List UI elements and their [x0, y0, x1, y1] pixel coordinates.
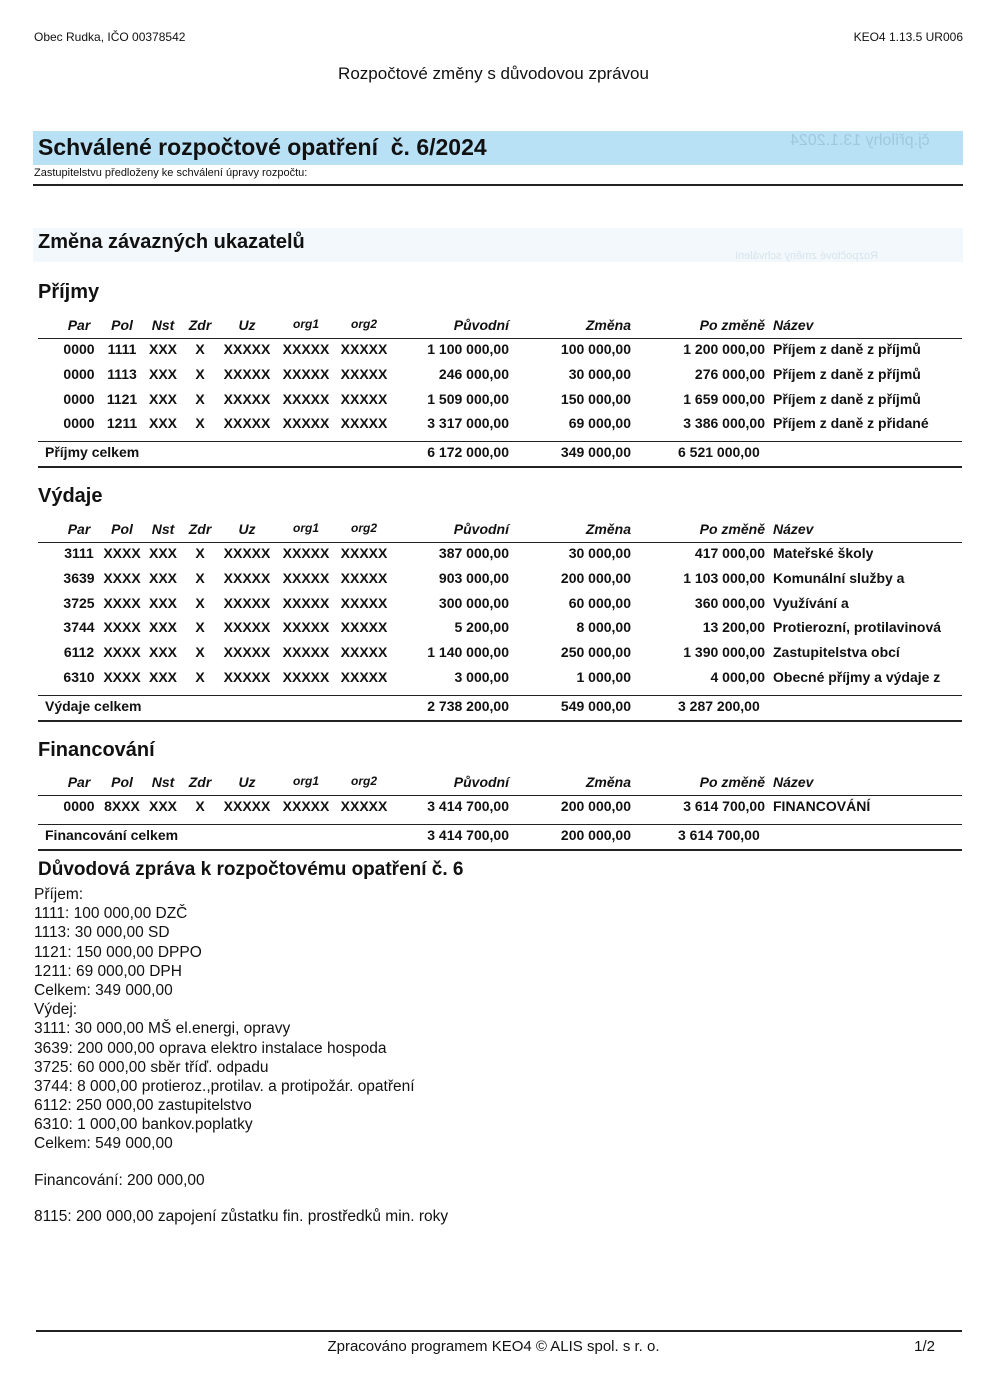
- vydaje-row-2-org1: XXXXX: [282, 594, 330, 611]
- prijmy-row-0-uz: XXXXX: [223, 341, 271, 357]
- col-header-po_zmene: Po změně: [699, 774, 765, 790]
- vydaje-row-1-par: 3639: [63, 569, 95, 586]
- vydaje-row-2-zdr: X: [195, 594, 205, 611]
- vydaje-row-5-org1: XXXXX: [282, 669, 330, 685]
- col-header-nst: Nst: [151, 521, 175, 537]
- vydaje-row-4-org1: XXXXX: [282, 644, 330, 661]
- explanation-line: 1113: 30 000,00 SD: [34, 924, 170, 942]
- financovani-total-label: Financování celkem: [45, 826, 179, 843]
- prijmy-row-0-nazev: Příjem z daně z příjmů: [773, 341, 921, 357]
- prijmy-row-1-nst: XXX: [148, 365, 177, 382]
- vydaje-row-5-org2: XXXXX: [340, 669, 388, 685]
- vydaje-row-5-nst: XXX: [148, 669, 177, 685]
- vydaje-row-1-pol: XXXX: [103, 569, 141, 586]
- col-header-zmena: Změna: [585, 317, 631, 333]
- prijmy-row-0-pol: 1111: [107, 341, 137, 357]
- vydaje-row-2-po_zmene: 360 000,00: [694, 594, 765, 611]
- prijmy-total-rule: [38, 441, 962, 442]
- prijmy-row-1-puvodni: 246 000,00: [438, 365, 509, 382]
- prijmy-row-2-par: 0000: [63, 390, 95, 407]
- vydaje-row-3-pol: XXXX: [103, 619, 141, 636]
- col-header-org1: org1: [292, 317, 319, 331]
- vydaje-row-4-puvodni: 1 140 000,00: [427, 644, 509, 661]
- col-header-nazev: Název: [773, 774, 814, 790]
- explanation-line: Celkem: 549 000,00: [34, 1135, 173, 1153]
- vydaje-row-1-nst: XXX: [148, 569, 177, 586]
- explanation-line: 1111: 100 000,00 DZČ: [34, 905, 188, 923]
- col-header-pol: Pol: [111, 317, 133, 333]
- prijmy-row-3-zdr: X: [195, 415, 205, 432]
- vydaje-total-rule: [38, 695, 962, 696]
- explanation-line: 6310: 1 000,00 bankov.poplatky: [34, 1116, 253, 1134]
- prijmy-row-3-po_zmene: 3 386 000,00: [683, 415, 765, 432]
- prijmy-row-3-zmena: 69 000,00: [568, 415, 631, 432]
- explanation-line: 6112: 250 000,00 zastupitelstvo: [34, 1097, 252, 1115]
- vydaje-row-2-org2: XXXXX: [340, 594, 388, 611]
- subtitle: Zastupitelstvu předloženy ke schválení úpravy rozpočtu:: [34, 167, 308, 179]
- prijmy-row-3-org2: XXXXX: [340, 415, 388, 432]
- vydaje-row-3-uz: XXXXX: [223, 619, 271, 636]
- prijmy-row-1-pol: 1113: [107, 365, 137, 382]
- prijmy-row-2-po_zmene: 1 659 000,00: [683, 390, 765, 407]
- explanation-line: 8115: 200 000,00 zapojení zůstatku fin. prostředků min. roky: [34, 1207, 449, 1225]
- vydaje-row-1-po_zmene: 1 103 000,00: [683, 569, 765, 586]
- prijmy-row-0-par: 0000: [63, 341, 95, 357]
- show-through-text: čj.přílohy 13.1.2024: [790, 132, 930, 149]
- explanation-line: Příjem:: [34, 886, 84, 903]
- explanation-line: 3744: 8 000,00 protieroz.,protilav. a protipožár. opatření: [34, 1077, 415, 1095]
- col-header-puvodni: Původní: [453, 317, 509, 333]
- explanation-line: 3111: 30 000,00 MŠ el.energi, opravy: [34, 1020, 291, 1038]
- vydaje-end-rule: [38, 720, 962, 722]
- vydaje-row-0-po_zmene: 417 000,00: [694, 545, 765, 561]
- vydaje-row-2-uz: XXXXX: [223, 594, 271, 611]
- prijmy-row-3-nst: XXX: [148, 415, 177, 432]
- page-number: 1/2: [914, 1338, 935, 1355]
- prijmy-row-1-nazev: Příjem z daně z příjmů: [773, 365, 921, 382]
- document-title: Rozpočtové změny s důvodovou zprávou: [338, 64, 649, 83]
- explanation-text: [34, 885, 448, 1226]
- vydaje-row-0-org1: XXXXX: [282, 545, 330, 561]
- vydaje-title: Výdaje: [38, 485, 103, 507]
- vydaje-row-0-uz: XXXXX: [223, 545, 271, 561]
- vydaje-row-2-par: 3725: [63, 594, 95, 611]
- prijmy-row-3-org1: XXXXX: [282, 415, 330, 432]
- financovani-row-0-po_zmene: 3 614 700,00: [683, 798, 765, 814]
- col-header-nazev: Název: [773, 521, 814, 537]
- prijmy-row-0-puvodni: 1 100 000,00: [427, 341, 509, 357]
- col-header-pol: Pol: [111, 774, 133, 790]
- main-title: Schválené rozpočtové opatření č. 6/2024: [38, 134, 487, 160]
- vydaje-row-3-org2: XXXXX: [340, 619, 388, 636]
- vydaje-row-4-po_zmene: 1 390 000,00: [683, 644, 765, 661]
- prijmy-row-2-uz: XXXXX: [223, 390, 271, 407]
- explanation-line: [34, 1154, 448, 1171]
- vydaje-row-5-zdr: X: [195, 669, 205, 685]
- col-header-zdr: Zdr: [188, 317, 212, 333]
- prijmy-row-2-pol: 1121: [106, 390, 138, 407]
- prijmy-row-1-par: 0000: [63, 365, 95, 382]
- prijmy-row-3-uz: XXXXX: [223, 415, 271, 432]
- prijmy-row-2-nst: XXX: [148, 390, 177, 407]
- vydaje-row-1-org2: XXXXX: [340, 569, 388, 586]
- vydaje-row-1-zmena: 200 000,00: [560, 569, 631, 586]
- prijmy-row-1-uz: XXXXX: [223, 365, 271, 382]
- financovani-title: Financování: [38, 739, 155, 761]
- financovani-end-rule: [38, 849, 962, 851]
- prijmy-total-po_zmene: 6 521 000,00: [678, 444, 760, 461]
- vydaje-row-3-nazev: Protierozní, protilavinová: [773, 619, 942, 636]
- financovani-row-0-org2: XXXXX: [340, 798, 388, 814]
- vydaje-row-0-nst: XXX: [148, 545, 177, 561]
- col-header-zdr: Zdr: [188, 774, 212, 790]
- vydaje-row-3-po_zmene: 13 200,00: [702, 619, 765, 636]
- financovani-total-zmena: 200 000,00: [560, 826, 631, 843]
- prijmy-total-zmena: 349 000,00: [560, 444, 631, 461]
- col-header-pol: Pol: [111, 521, 133, 537]
- prijmy-row-3-puvodni: 3 317 000,00: [427, 415, 509, 432]
- vydaje-total-label: Výdaje celkem: [45, 697, 142, 714]
- vydaje-row-5-po_zmene: 4 000,00: [710, 669, 765, 685]
- financovani-row-0-nazev: FINANCOVÁNÍ: [773, 798, 871, 814]
- col-header-uz: Uz: [238, 317, 256, 333]
- prijmy-row-0-nst: XXX: [148, 341, 177, 357]
- prijmy-row-2-puvodni: 1 509 000,00: [427, 390, 509, 407]
- col-header-par: Par: [67, 774, 91, 790]
- col-header-zmena: Změna: [585, 521, 631, 537]
- vydaje-row-2-nazev: Využívání a: [773, 594, 849, 611]
- footer-rule: [36, 1330, 962, 1332]
- header-municipality: Obec Rudka, IČO 00378542: [34, 30, 186, 44]
- vydaje-row-0-par: 3111: [64, 545, 94, 561]
- explanation-line: 3639: 200 000,00 oprava elektro instalace hospoda: [34, 1039, 387, 1057]
- vydaje-row-4-uz: XXXXX: [223, 644, 271, 661]
- prijmy-row-1-org1: XXXXX: [282, 365, 330, 382]
- vydaje-row-1-nazev: Komunální služby a: [773, 569, 905, 586]
- col-header-uz: Uz: [238, 774, 256, 790]
- prijmy-total-label: Příjmy celkem: [45, 444, 140, 461]
- vydaje-row-4-zmena: 250 000,00: [560, 644, 631, 661]
- vydaje-header-rule: [38, 542, 962, 543]
- vydaje-row-2-pol: XXXX: [103, 594, 141, 611]
- prijmy-row-2-zmena: 150 000,00: [560, 390, 631, 407]
- col-header-org2: org2: [350, 521, 377, 535]
- financovani-header-rule: [38, 795, 962, 796]
- vydaje-row-0-org2: XXXXX: [340, 545, 388, 561]
- explanation-title: Důvodová zpráva k rozpočtovému opatření č. 6: [38, 859, 464, 880]
- vydaje-row-5-nazev: Obecné příjmy a výdaje z: [773, 669, 941, 685]
- vydaje-row-4-pol: XXXX: [103, 644, 141, 661]
- prijmy-row-0-po_zmene: 1 200 000,00: [683, 341, 765, 357]
- prijmy-header-rule: [38, 338, 962, 339]
- vydaje-row-2-nst: XXX: [148, 594, 177, 611]
- prijmy-row-3-par: 0000: [63, 415, 95, 432]
- financovani-total-rule: [38, 824, 962, 825]
- footer-text: Zpracováno programem KEO4 © ALIS spol. s r. o.: [327, 1338, 660, 1355]
- financovani-total-puvodni: 3 414 700,00: [427, 826, 509, 843]
- col-header-nst: Nst: [151, 774, 175, 790]
- explanation-line: 3725: 60 000,00 sběr tříď. odpadu: [34, 1058, 269, 1076]
- col-header-par: Par: [67, 317, 91, 333]
- prijmy-row-2-zdr: X: [195, 390, 205, 407]
- vydaje-row-1-puvodni: 903 000,00: [438, 569, 509, 586]
- prijmy-end-rule: [38, 466, 962, 468]
- col-header-puvodni: Původní: [453, 521, 509, 537]
- vydaje-row-0-puvodni: 387 000,00: [438, 545, 509, 561]
- col-header-po_zmene: Po změně: [699, 317, 765, 333]
- prijmy-row-0-org2: XXXXX: [340, 341, 388, 357]
- prijmy-row-0-zmena: 100 000,00: [560, 341, 631, 357]
- financovani-row-0-puvodni: 3 414 700,00: [427, 798, 509, 814]
- prijmy-title: Příjmy: [38, 281, 100, 303]
- prijmy-row-2-org2: XXXXX: [340, 390, 388, 407]
- explanation-line: Financování: 200 000,00: [34, 1171, 205, 1189]
- vydaje-total-po_zmene: 3 287 200,00: [678, 697, 760, 714]
- section-title: Změna závazných ukazatelů: [38, 231, 305, 253]
- vydaje-row-5-pol: XXXX: [103, 669, 141, 685]
- col-header-org2: org2: [350, 774, 377, 788]
- prijmy-row-0-org1: XXXXX: [282, 341, 330, 357]
- vydaje-row-2-puvodni: 300 000,00: [438, 594, 509, 611]
- vydaje-row-0-nazev: Mateřské školy: [773, 545, 874, 561]
- vydaje-row-4-nst: XXX: [148, 644, 177, 661]
- vydaje-row-3-zdr: X: [195, 619, 205, 636]
- prijmy-row-1-po_zmene: 276 000,00: [694, 365, 765, 382]
- vydaje-row-5-puvodni: 3 000,00: [454, 669, 509, 685]
- explanation-line: Celkem: 349 000,00: [34, 981, 173, 999]
- prijmy-row-1-zdr: X: [195, 365, 205, 382]
- vydaje-row-4-org2: XXXXX: [340, 644, 388, 661]
- prijmy-row-3-nazev: Příjem z daně z přidané: [773, 415, 929, 432]
- financovani-row-0-par: 0000: [63, 798, 95, 814]
- vydaje-row-5-par: 6310: [63, 669, 95, 685]
- col-header-po_zmene: Po změně: [699, 521, 765, 537]
- prijmy-total-puvodni: 6 172 000,00: [427, 444, 509, 461]
- explanation-line: Výdej:: [34, 1001, 78, 1019]
- col-header-org2: org2: [350, 317, 377, 331]
- vydaje-row-3-par: 3744: [63, 619, 95, 636]
- financovani-row-0-nst: XXX: [148, 798, 177, 814]
- vydaje-total-zmena: 549 000,00: [560, 697, 631, 714]
- financovani-row-0-zmena: 200 000,00: [560, 798, 631, 814]
- vydaje-row-3-org1: XXXXX: [282, 619, 330, 636]
- vydaje-row-3-nst: XXX: [148, 619, 177, 636]
- vydaje-row-1-org1: XXXXX: [282, 569, 330, 586]
- explanation-line: 1121: 150 000,00 DPPO: [34, 943, 202, 961]
- col-header-zdr: Zdr: [188, 521, 212, 537]
- col-header-nazev: Název: [773, 317, 814, 333]
- vydaje-row-0-zdr: X: [195, 545, 205, 561]
- vydaje-row-3-puvodni: 5 200,00: [454, 619, 509, 636]
- financovani-row-0-zdr: X: [195, 798, 205, 814]
- vydaje-row-4-par: 6112: [63, 644, 95, 661]
- show-through-text-2: Rozpočtové změny schválení: [735, 250, 879, 262]
- vydaje-row-1-uz: XXXXX: [223, 569, 271, 586]
- vydaje-row-5-uz: XXXXX: [223, 669, 271, 685]
- title-rule: [33, 184, 963, 186]
- vydaje-row-1-zdr: X: [195, 569, 205, 586]
- col-header-puvodni: Původní: [453, 774, 509, 790]
- financovani-row-0-org1: XXXXX: [282, 798, 330, 814]
- financovani-row-0-uz: XXXXX: [223, 798, 271, 814]
- col-header-org1: org1: [292, 521, 319, 535]
- prijmy-row-3-pol: 1211: [106, 415, 138, 432]
- col-header-par: Par: [67, 521, 91, 537]
- col-header-nst: Nst: [151, 317, 175, 333]
- explanation-line: [34, 1190, 448, 1207]
- header-version: KEO4 1.13.5 UR006: [853, 30, 963, 44]
- explanation-line: 1211: 69 000,00 DPH: [34, 962, 182, 980]
- vydaje-row-5-zmena: 1 000,00: [576, 669, 631, 685]
- prijmy-row-0-zdr: X: [195, 341, 205, 357]
- vydaje-row-4-zdr: X: [195, 644, 205, 661]
- vydaje-row-0-zmena: 30 000,00: [568, 545, 631, 561]
- financovani-total-po_zmene: 3 614 700,00: [678, 826, 760, 843]
- prijmy-row-1-zmena: 30 000,00: [568, 365, 631, 382]
- col-header-zmena: Změna: [585, 774, 631, 790]
- financovani-row-0-pol: 8XXX: [104, 798, 140, 814]
- vydaje-total-puvodni: 2 738 200,00: [427, 697, 509, 714]
- vydaje-row-0-pol: XXXX: [103, 545, 141, 561]
- vydaje-row-3-zmena: 8 000,00: [576, 619, 631, 636]
- vydaje-row-4-nazev: Zastupitelstva obcí: [773, 644, 900, 661]
- col-header-uz: Uz: [238, 521, 256, 537]
- prijmy-row-2-nazev: Příjem z daně z příjmů: [773, 390, 921, 407]
- prijmy-row-2-org1: XXXXX: [282, 390, 330, 407]
- col-header-org1: org1: [292, 774, 319, 788]
- vydaje-row-2-zmena: 60 000,00: [568, 594, 631, 611]
- prijmy-row-1-org2: XXXXX: [340, 365, 388, 382]
